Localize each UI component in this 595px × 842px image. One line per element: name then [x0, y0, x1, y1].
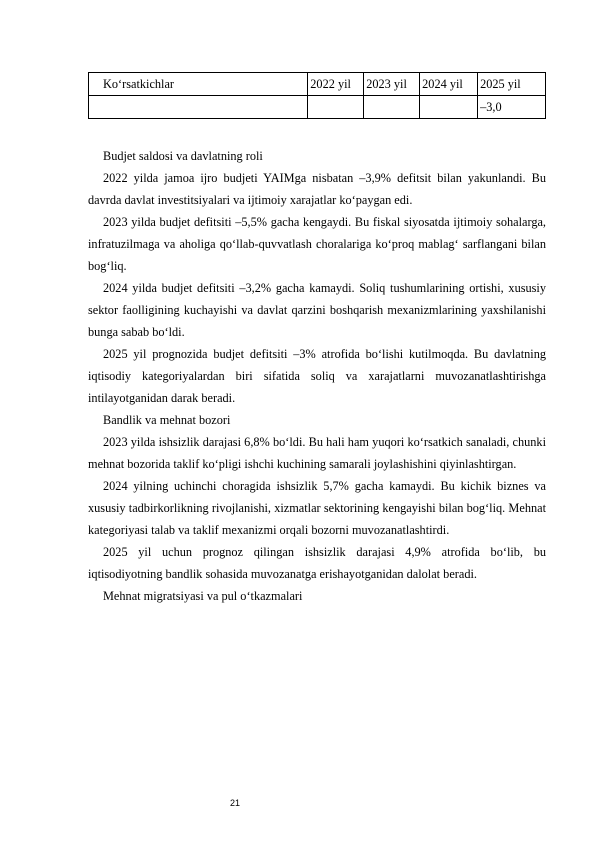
paragraph-labor-2025: 2025 yil uchun prognoz qilingan ishsizlik darajasi 4,9% atrofida bo‘lib, bu iqtisodiyotning bandlik sohasida muvozanatga erishayotganidan dalolat beradi.	[88, 545, 546, 581]
table-header-2025: 2025 yil	[478, 73, 546, 96]
indicators-table	[88, 72, 546, 119]
table-cell	[308, 96, 364, 119]
section-heading-labor: Bandlik va mehnat bozori	[103, 413, 231, 427]
table-row	[89, 96, 546, 119]
document-body	[88, 145, 546, 607]
table-header-row	[89, 73, 546, 96]
table-cell	[420, 96, 478, 119]
paragraph-budget-2023: 2023 yilda budjet defitsiti –5,5% gacha kengaydi. Bu fiskal siyosatda ijtimoiy sohalarga, infratuzilmaga va aholiga qo‘llab-quvvatlash choralariga ko‘proq mablag‘ sarflangani bilan bog‘liq.	[88, 215, 546, 273]
table-cell	[89, 96, 308, 119]
table-header-2023: 2023 yil	[364, 73, 420, 96]
table-cell	[364, 96, 420, 119]
paragraph-budget-2022: 2022 yilda jamoa ijro budjeti YAIMga nisbatan –3,9% defitsit bilan yakunlandi. Bu davrda davlat investitsiyalari va ijtimoiy xarajatlar ko‘paygan edi.	[88, 171, 546, 207]
paragraph-budget-2024: 2024 yilda budjet defitsiti –3,2% gacha kamaydi. Soliq tushumlarining ortishi, xususiy sektor faolligining kuchayishi va davlat qarzini boshqarish mexanizmlarining yaxshilanishi bunga sabab bo‘ldi.	[88, 281, 546, 339]
table-header-2024: 2024 yil	[420, 73, 478, 96]
paragraph-labor-2024: 2024 yilning uchinchi choragida ishsizlik 5,7% gacha kamaydi. Bu kichik biznes va xususiy tadbirkorlikning rivojlanishi, xizmatlar sektorining kengayishi bilan bog‘liq. Mehnat kategoriyasi talab va taklif mexanizmi orqali bozorni muvozanatlashtirdi.	[88, 479, 546, 537]
table-header-2022: 2022 yil	[308, 73, 364, 96]
paragraph-budget-2025: 2025 yil prognozida budjet defitsiti –3% atrofida bo‘lishi kutilmoqda. Bu davlatning iqtisodiy kategoriyalardan biri sifatida soliq va xarajatlarni muvozanatlashtirishga intilayotganidan darak beradi.	[88, 347, 546, 405]
table-cell-2025-value: –3,0	[478, 96, 546, 119]
section-heading-migration: Mehnat migratsiyasi va pul o‘tkazmalari	[103, 589, 303, 603]
page-number: 21	[230, 798, 241, 808]
section-heading-budget: Budjet saldosi va davlatning roli	[103, 149, 263, 163]
table-header-indicators: Ko‘rsatkichlar	[89, 73, 308, 96]
paragraph-labor-2023: 2023 yilda ishsizlik darajasi 6,8% bo‘ldi. Bu hali ham yuqori ko‘rsatkich sanaladi, chunki mehnat bozorida taklif ko‘pligi ishchi kuchining samarali joylashishini qiyinlashtirgan.	[88, 435, 546, 471]
